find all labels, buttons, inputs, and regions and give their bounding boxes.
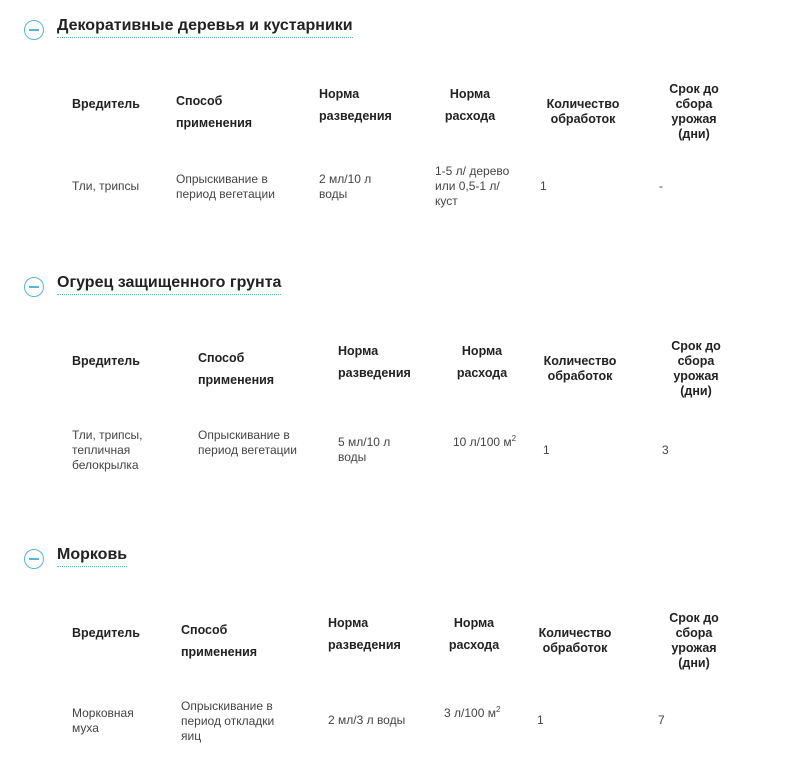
- header-consumption: Норма расхода: [456, 344, 508, 380]
- header-method: Способ применения: [181, 623, 258, 659]
- cell-pest: Тли, трипсы: [72, 179, 140, 193]
- consumption-value: 10 л/100 м: [453, 435, 512, 449]
- cell-dilution: 5 мл/10 л воды: [338, 435, 391, 464]
- header-consumption: Норма расхода: [444, 87, 496, 123]
- section-title[interactable]: Огурец защищенного грунта: [57, 274, 281, 295]
- collapse-minus-icon[interactable]: [24, 277, 44, 297]
- header-harvest: Срок до сбора урожая (дни): [669, 611, 719, 670]
- cell-method: Опрыскивание в период откладки яиц: [181, 699, 275, 743]
- cell-harvest: 3: [662, 443, 669, 457]
- collapse-minus-icon[interactable]: [24, 20, 44, 40]
- consumption-value: 3 л/100 м: [444, 706, 496, 720]
- cell-treatments: 1: [537, 713, 544, 727]
- header-treatments: Количество обработок: [543, 354, 617, 383]
- collapse-minus-icon[interactable]: [24, 549, 44, 569]
- header-pest: Вредитель: [72, 97, 140, 111]
- header-harvest: Срок до сбора урожая (дни): [671, 339, 721, 398]
- header-method: Способ применения: [176, 94, 253, 130]
- cell-consumption: [453, 435, 523, 450]
- cell-pest: Тли, трипсы, тепличная белокрылка: [72, 428, 143, 472]
- cell-pest: Морковная муха: [72, 706, 134, 735]
- cell-dilution: 2 мл/3 л воды: [328, 713, 406, 727]
- cell-treatments: 1: [540, 179, 547, 193]
- header-treatments: Количество обработок: [546, 97, 620, 126]
- cell-treatments: 1: [543, 443, 550, 457]
- header-pest: Вредитель: [72, 354, 140, 368]
- header-dilution: Норма разведения: [328, 616, 401, 652]
- cell-method: Опрыскивание в период вегетации: [198, 428, 297, 457]
- cell-dilution: 2 мл/10 л воды: [319, 172, 372, 201]
- header-treatments: Количество обработок: [538, 626, 612, 655]
- consumption-value: 1-5 л/ дерево или 0,5-1 л/ куст: [435, 164, 510, 208]
- section-title[interactable]: Декоративные деревья и кустарники: [57, 17, 353, 38]
- header-dilution: Норма разведения: [319, 87, 392, 123]
- header-dilution: Норма разведения: [338, 344, 411, 380]
- cell-consumption: [435, 164, 515, 209]
- cell-consumption: [444, 706, 504, 721]
- header-pest: Вредитель: [72, 626, 140, 640]
- consumption-unit-exponent: 2: [495, 705, 501, 714]
- section-title[interactable]: Морковь: [57, 546, 127, 567]
- cell-method: Опрыскивание в период вегетации: [176, 172, 275, 201]
- header-consumption: Норма расхода: [448, 616, 500, 652]
- consumption-unit-exponent: 2: [511, 434, 517, 443]
- header-harvest: Срок до сбора урожая (дни): [669, 82, 719, 141]
- cell-harvest: 7: [658, 713, 665, 727]
- header-method: Способ применения: [198, 351, 275, 387]
- cell-harvest: -: [659, 179, 663, 193]
